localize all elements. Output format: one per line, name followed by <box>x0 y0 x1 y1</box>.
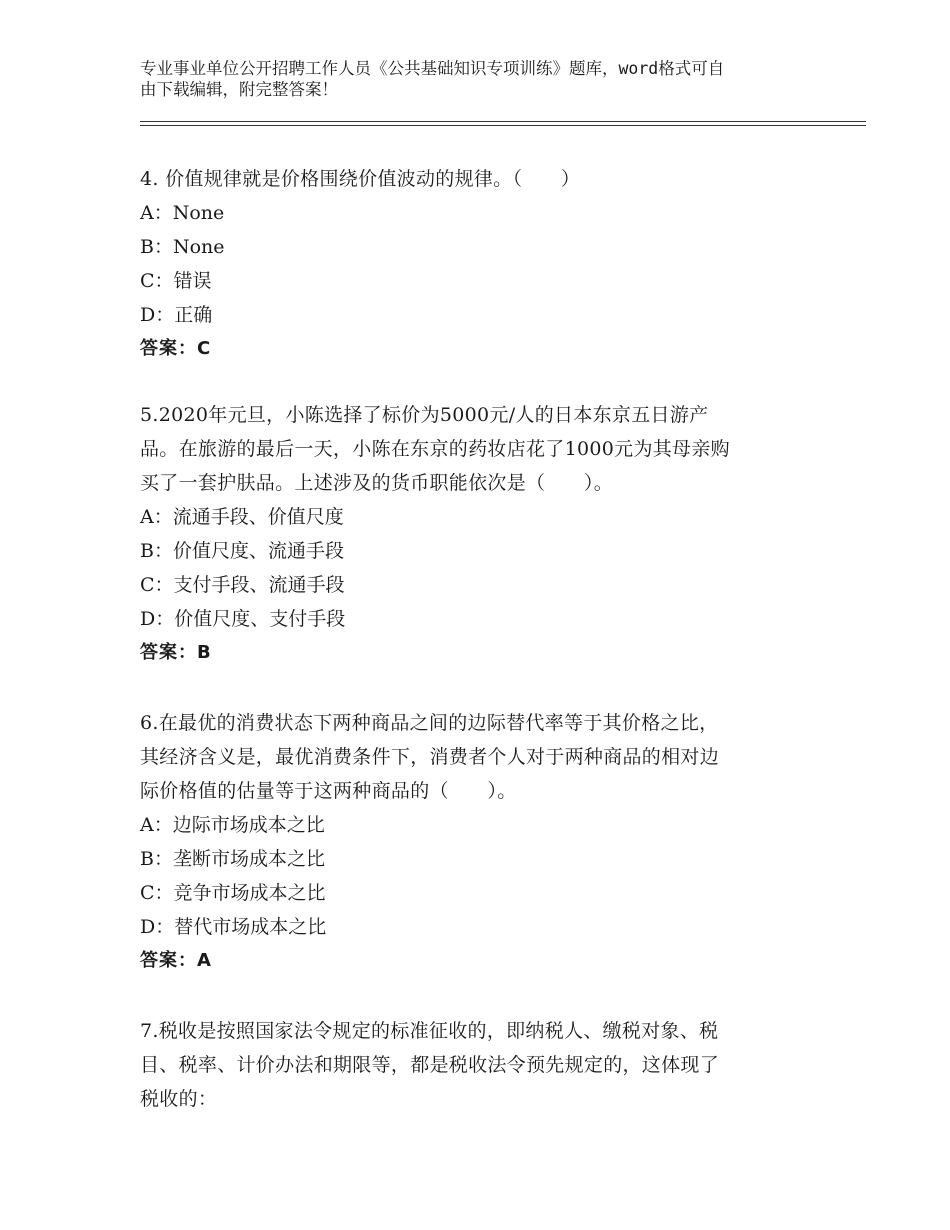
question-stem-line: 4. 价值规律就是价格围绕价值波动的规律。（ ） <box>140 168 581 190</box>
answer-label: 答案： <box>140 338 197 359</box>
question-4 <box>140 162 810 366</box>
option-a: A：流通手段、价值尺度 <box>140 506 344 528</box>
question-stem-line: 5.2020年元旦，小陈选择了标价为5000元/人的日本东京五日游产 <box>140 404 709 426</box>
option-b: B：价值尺度、流通手段 <box>140 540 344 562</box>
header-line-1: 专业事业单位公开招聘工作人员《公共基础知识专项训练》题库，word格式可自 <box>140 59 725 78</box>
answer-value: C <box>197 338 211 359</box>
question-stem <box>140 706 810 808</box>
option-d: D：价值尺度、支付手段 <box>140 608 346 630</box>
question-stem-line: 买了一套护肤品。上述涉及的货币职能依次是（ ）。 <box>140 472 614 494</box>
answer-label: 答案： <box>140 950 197 971</box>
question-stem-line: 7.税收是按照国家法令规定的标准征收的，即纳税人、缴税对象、税 <box>140 1020 719 1042</box>
answer-line <box>140 944 810 978</box>
question-stem <box>140 1014 810 1116</box>
question-7 <box>140 1014 810 1116</box>
answer-value: B <box>197 642 211 663</box>
option-a: A：边际市场成本之比 <box>140 814 325 836</box>
option-d: D：替代市场成本之比 <box>140 916 327 938</box>
option-a: A：None <box>140 202 225 224</box>
question-stem-line: 目、税率、计价办法和期限等，都是税收法令预先规定的，这体现了 <box>140 1054 720 1076</box>
header-divider-bottom <box>140 125 866 126</box>
option-c: C：支付手段、流通手段 <box>140 574 345 596</box>
option-c: C：错误 <box>140 270 212 292</box>
option-b: B：垄断市场成本之比 <box>140 848 325 870</box>
question-stem-line: 品。在旅游的最后一天，小陈在东京的药妆店花了1000元为其母亲购 <box>140 438 730 460</box>
option-d: D：正确 <box>140 304 213 326</box>
document-header <box>140 58 810 100</box>
answer-value: A <box>197 950 211 971</box>
answer-line <box>140 332 810 366</box>
header-line-2: 由下载编辑，附完整答案！ <box>140 80 338 99</box>
question-5 <box>140 398 810 670</box>
question-6 <box>140 706 810 978</box>
question-stem-line: 6.在最优的消费状态下两种商品之间的边际替代率等于其价格之比， <box>140 712 719 734</box>
question-stem-line: 税收的： <box>140 1088 218 1110</box>
option-c: C：竞争市场成本之比 <box>140 882 326 904</box>
question-stem <box>140 162 810 196</box>
question-stem-line: 际价格值的估量等于这两种商品的（ ）。 <box>140 780 517 802</box>
header-divider-top <box>140 121 866 122</box>
answer-line <box>140 636 810 670</box>
question-stem <box>140 398 810 500</box>
question-stem-line: 其经济含义是，最优消费条件下，消费者个人对于两种商品的相对边 <box>140 746 720 768</box>
answer-label: 答案： <box>140 642 197 663</box>
option-b: B：None <box>140 236 225 258</box>
